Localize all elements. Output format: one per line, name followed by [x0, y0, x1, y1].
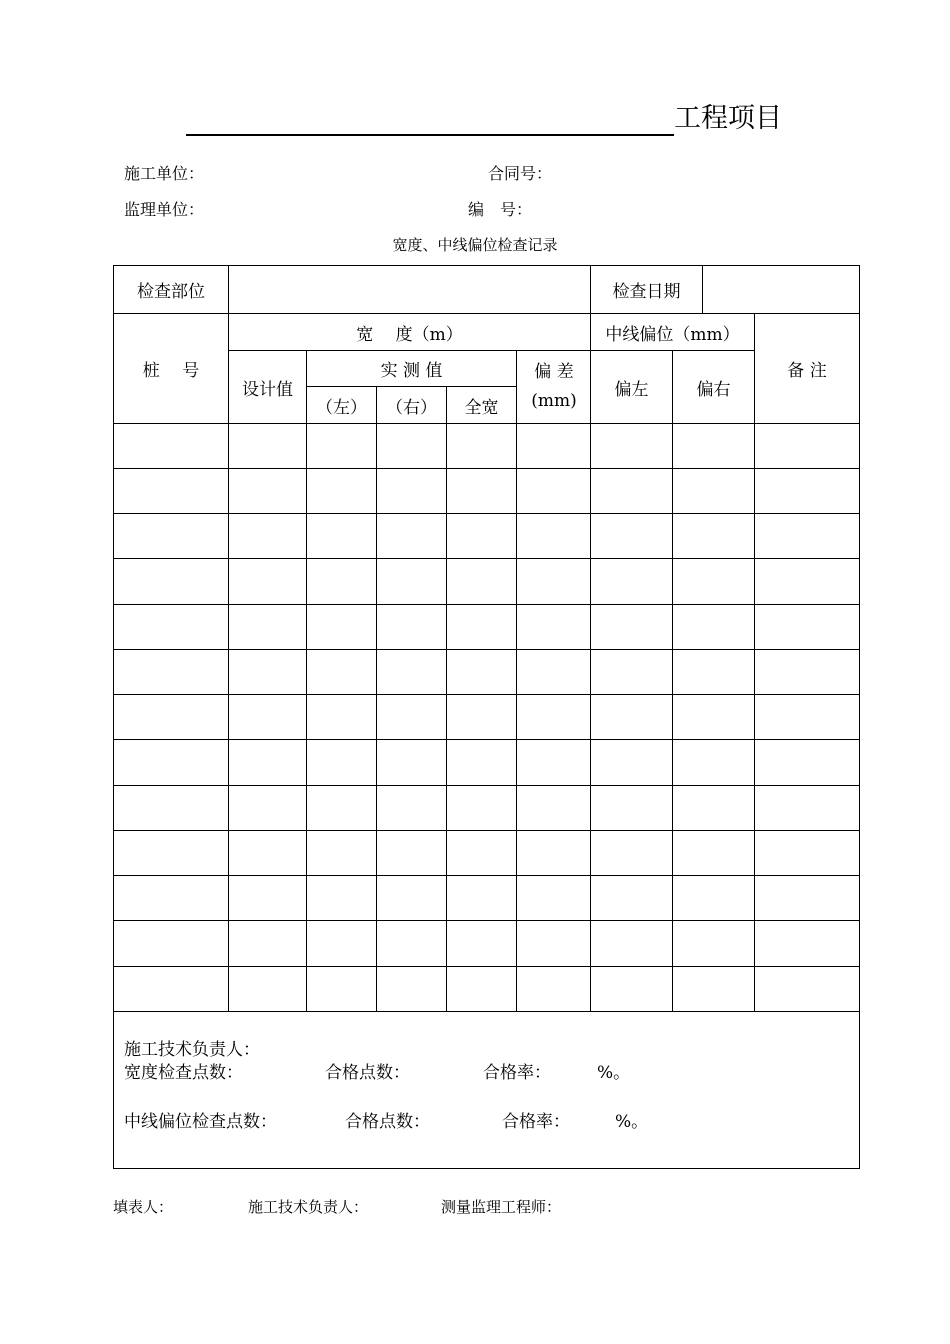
inspection-date-value[interactable] [703, 266, 859, 313]
column-divider [516, 350, 517, 1011]
deviation-unit-label: (mm) [531, 391, 577, 411]
row-divider [114, 875, 859, 876]
row-divider [114, 513, 859, 514]
contract-no-label: 合同号： [488, 164, 553, 183]
row-divider [114, 423, 859, 424]
pile-no-label: 桩 号 [142, 361, 200, 381]
offset-right-label: 偏右 [696, 379, 731, 400]
right-side-label: （右） [386, 397, 437, 418]
supervision-unit-label: 监理单位： [124, 200, 205, 219]
column-divider [376, 386, 377, 1011]
centerline-percent-label: %。 [615, 1112, 649, 1132]
row-divider [114, 1011, 859, 1012]
inspection-table [113, 265, 860, 1169]
row-divider [114, 604, 859, 605]
width-label: 宽 度（m） [356, 324, 463, 345]
width-summary-line [124, 1062, 824, 1084]
survey-engineer-label: 测量监理工程师： [441, 1198, 562, 1216]
project-name-blank-line [186, 134, 674, 136]
centerline-summary-line [124, 1111, 824, 1133]
inspection-date-label: 检查日期 [612, 282, 681, 302]
row-divider [114, 558, 859, 559]
row-divider [114, 739, 859, 740]
measured-value-label: 实 测 值 [380, 361, 443, 381]
form-title: 宽度、中线偏位检查记录 [392, 236, 558, 254]
footer-tech-lead-label: 施工技术负责人： [248, 1198, 369, 1216]
row-divider [114, 966, 859, 967]
row-divider [114, 830, 859, 831]
offset-left-label: 偏左 [614, 379, 649, 400]
width-points-label: 宽度检查点数： [124, 1063, 243, 1083]
row-divider [114, 694, 859, 695]
width-percent-label: %。 [597, 1063, 631, 1083]
centerline-qualified-points-label: 合格点数： [345, 1112, 430, 1132]
centerline-pass-rate-label: 合格率： [502, 1112, 570, 1132]
row-divider [114, 920, 859, 921]
page-title: 工程项目 [674, 103, 782, 134]
filler-label: 填表人： [113, 1198, 174, 1216]
row-divider [114, 785, 859, 786]
summary-tech-lead-label: 施工技术负责人： [124, 1040, 260, 1060]
construction-unit-label: 施工单位： [124, 164, 205, 183]
column-divider [446, 386, 447, 1011]
deviation-label: 偏 差 [534, 361, 574, 382]
column-divider [306, 350, 307, 1011]
full-width-label: 全宽 [464, 397, 499, 418]
column-divider [672, 350, 673, 1011]
inspection-part-label: 检查部位 [137, 282, 205, 302]
row-divider [114, 649, 859, 650]
width-qualified-points-label: 合格点数： [325, 1063, 410, 1083]
centerline-points-label: 中线偏位检查点数： [124, 1112, 277, 1132]
centerline-offset-label: 中线偏位（mm） [605, 324, 740, 345]
left-side-label: （左） [316, 397, 367, 418]
row-divider [114, 468, 859, 469]
inspection-part-value[interactable] [229, 266, 590, 313]
title-block [186, 100, 806, 140]
serial-no-label: 编 号： [468, 200, 533, 219]
remarks-label: 备 注 [787, 361, 827, 381]
design-value-label: 设计值 [242, 379, 293, 400]
width-pass-rate-label: 合格率： [483, 1063, 551, 1083]
